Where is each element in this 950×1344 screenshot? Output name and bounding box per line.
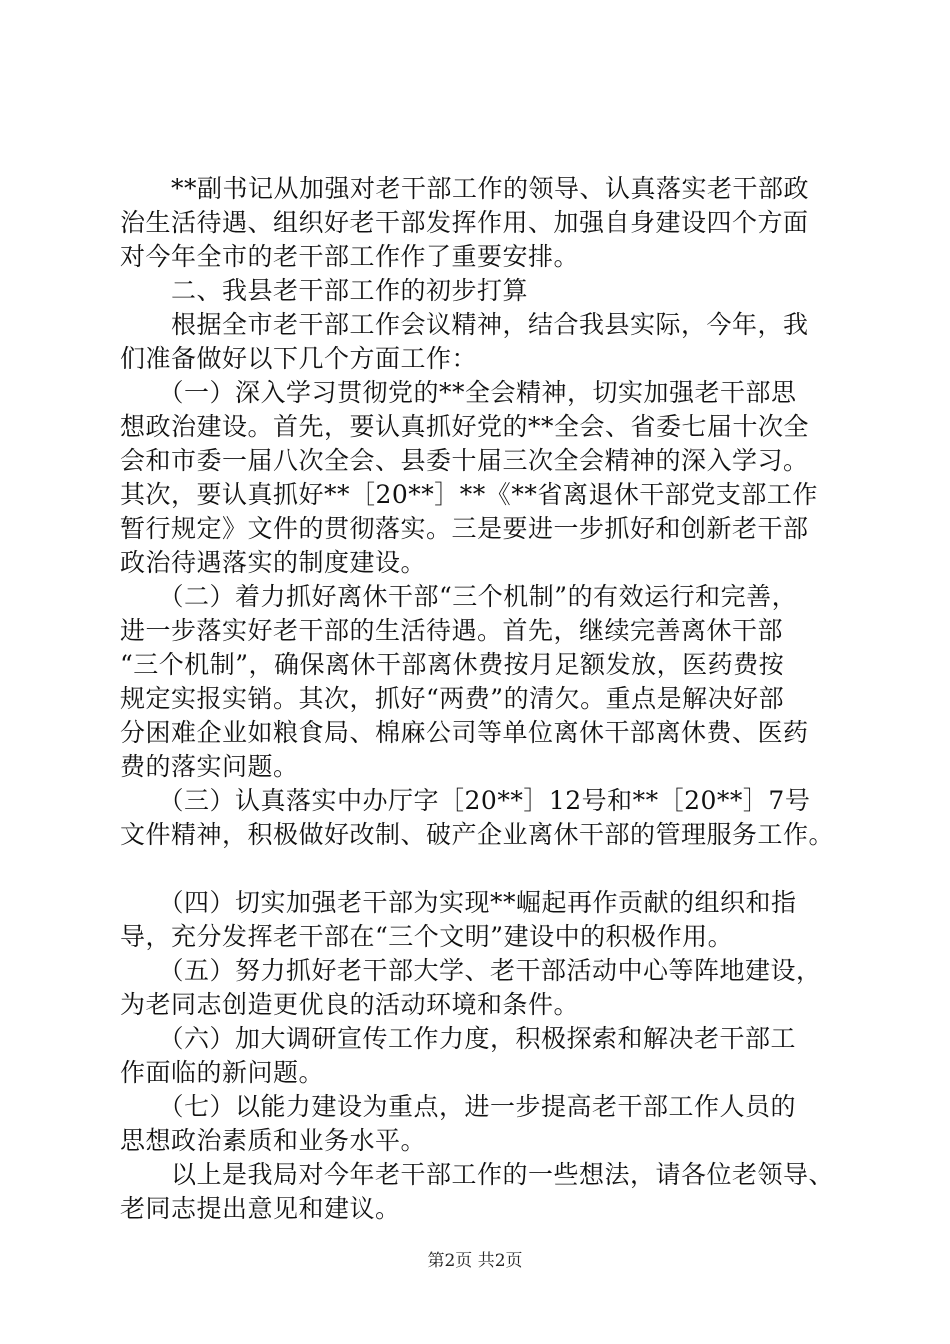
section-heading: 二、我县老干部工作的初步打算 — [120, 276, 529, 305]
text-line: 分困难企业如粮食局、棉麻公司等单位离休干部离休费、医药 — [120, 718, 809, 747]
text-line: （六）加大调研宣传工作力度，积极探索和解决老干部工 — [120, 1024, 797, 1053]
text-line: （三）认真落实中办厅字［20**］12号和**［20**］7号 — [120, 786, 811, 815]
document-body — [120, 172, 840, 1226]
text-line: “三个机制”，确保离休干部离休费按月足额发放，医药费按 — [120, 650, 785, 679]
text-line: 老同志提出意见和建议。 — [120, 1194, 401, 1223]
text-line: （七）以能力建设为重点，进一步提高老干部工作人员的 — [120, 1092, 797, 1121]
text-line: 们准备做好以下几个方面工作： — [120, 344, 478, 373]
text-line: 以上是我局对今年老干部工作的一些想法，请各位老领导、 — [120, 1160, 835, 1189]
text-line: 治生活待遇、组织好老干部发挥作用、加强自身建设四个方面 — [120, 208, 809, 237]
text-line: 作面临的新问题。 — [120, 1058, 325, 1087]
text-line: 导，充分发挥老干部在“三个文明”建设中的积极作用。 — [120, 922, 734, 951]
text-line: 进一步落实好老干部的生活待遇。首先，继续完善离休干部 — [120, 616, 784, 645]
page-footer — [0, 1250, 950, 1272]
text-line: 根据全市老干部工作会议精神，结合我县实际，今年，我 — [120, 310, 809, 339]
text-line: 政治待遇落实的制度建设。 — [120, 548, 427, 577]
text-line: 暂行规定》文件的贯彻落实。三是要进一步抓好和创新老干部 — [120, 514, 809, 543]
text-line: （二）着力抓好离休干部“三个机制”的有效运行和完善， — [120, 582, 798, 611]
page-number: 第2页 共2页 — [427, 1251, 523, 1271]
text-line: 费的落实问题。 — [120, 752, 299, 781]
text-line: （四）切实加强老干部为实现**崛起再作贡献的组织和指 — [120, 888, 797, 917]
text-line: 思想政治素质和业务水平。 — [120, 1126, 427, 1155]
blank-line — [120, 852, 840, 886]
text-line: （一）深入学习贯彻党的**全会精神，切实加强老干部思 — [120, 378, 797, 407]
text-line: 其次，要认真抓好**［20**］**《**省离退休干部党支部工作 — [120, 480, 818, 509]
text-line: 想政治建设。首先，要认真抓好党的**全会、省委七届十次全 — [120, 412, 810, 441]
text-line: 文件精神，积极做好改制、破产企业离休干部的管理服务工作。 — [120, 820, 835, 849]
text-line: **副书记从加强对老干部工作的领导、认真落实老干部政 — [120, 174, 810, 203]
text-line: 会和市委一届八次全会、县委十届三次全会精神的深入学习。 — [120, 446, 809, 475]
text-line: 为老同志创造更优良的活动环境和条件。 — [120, 990, 580, 1019]
text-line: （五）努力抓好老干部大学、老干部活动中心等阵地建设， — [120, 956, 822, 985]
text-line: 对今年全市的老干部工作作了重要安排。 — [120, 242, 580, 271]
text-line: 规定实报实销。其次，抓好“两费”的清欠。重点是解决好部 — [120, 684, 785, 713]
